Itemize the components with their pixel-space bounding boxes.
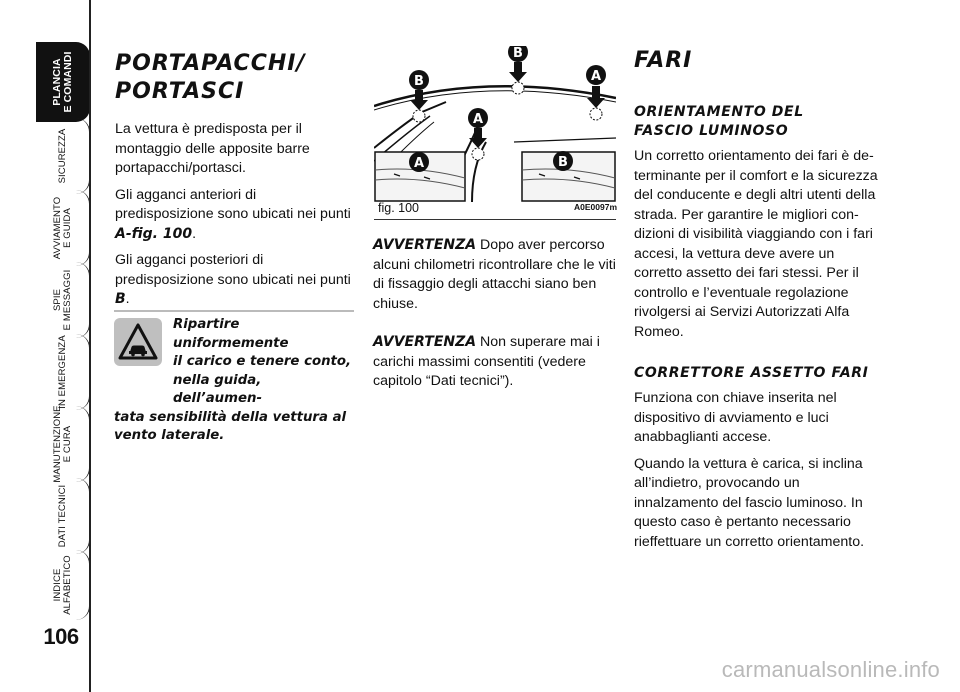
page-number: 106: [43, 624, 79, 649]
figure-label-b: B: [513, 46, 523, 61]
figure-label-b: B: [414, 74, 424, 89]
subsection-title: ORIENTAMENTO DEL FASCIO LUMINOSO: [634, 104, 804, 139]
chapter-tab-plancia[interactable]: [36, 42, 90, 122]
figure-label-a: A: [472, 112, 484, 127]
figure-underline: [374, 219, 616, 220]
chapter-tab-spie[interactable]: [36, 262, 90, 338]
paragraph: Funziona con chiave inserita nel dispositivo di avviamento e luci anabbaglianti accese.: [634, 390, 837, 445]
chapter-tab-label: DATI TECNICI: [56, 484, 68, 548]
page-spine-line: [89, 0, 91, 692]
paragraph: Gli agganci anteriori di predisposizione sono ubicati nei punti A-fig. 100.: [115, 186, 351, 242]
paragraph: Un corretto orientamento dei fari è determinante per il comfort e la sicurezza del conducente e degli altri utenti della strada. Per garantire le migliori condizioni di visibilità viaggiando con i fari accesi, la vettura deve avere un corretto assetto dei fari stessi. Per il controllo e l’eventuale regolazione rivolgersi ai Servizi Autorizzati Alfa Romeo.: [634, 148, 878, 340]
warnings-section: [373, 236, 618, 392]
warning-paragraph: AVVERTENZA Dopo aver percorso alcuni chilometri ricontrollare che le viti di fissaggio degli attacchi siano ben chiuse.: [373, 237, 616, 312]
chapter-tab-emergenza[interactable]: [36, 334, 90, 410]
figure-inset-label-a: A: [413, 156, 425, 171]
watermark: carmanualsonline.info: [721, 657, 940, 682]
paragraph: La vettura è predisposta per il montaggio delle apposite barre portapacchi/portasci.: [115, 121, 310, 176]
warning-paragraph: AVVERTENZA Non superare mai i carichi massimi consentiti (vedere capitolo “Dati tecnici”).: [373, 334, 600, 389]
chapter-tab-label: IN EMERGENZA: [56, 335, 68, 409]
chapter-tab-indice[interactable]: [36, 550, 90, 620]
chapter-tab-label: SPIE E MESSAGGI: [51, 269, 73, 331]
chapter-tab-label: MANUTENZIONE E CURA: [51, 405, 73, 483]
chapter-tab-manutenzione[interactable]: [36, 406, 90, 482]
chapter-tab-label: AVVIAMENTO E GUIDA: [51, 196, 73, 260]
chapter-tab-label: PLANCIA E COMANDI: [51, 51, 74, 113]
chapter-tab-sicurezza[interactable]: [36, 118, 90, 194]
subsection-title: CORRETTORE ASSETTO FARI: [634, 365, 869, 381]
paragraph: Gli agganci posteriori di predisposizione sono ubicati nei punti B.: [115, 252, 351, 307]
chapter-tab-label: INDICE ALFABETICO: [51, 555, 73, 615]
warning-divider: [114, 310, 354, 312]
warning-note: Ripartire uniformemente il carico e tenere conto, nella guida, dell’aumen- tata sensibilità della vettura al vento laterale.: [114, 317, 352, 443]
chapter-tab-label: SICUREZZA: [56, 128, 68, 184]
chapter-sidebar: [0, 0, 92, 692]
figure-code: A0E0097m: [574, 202, 618, 212]
figure-caption: fig. 100: [378, 201, 420, 215]
roof-rack-section: [115, 50, 353, 310]
paragraph: Quando la vettura è carica, si inclina all’indietro, provocando un innalzamento del fascio luminoso. In questo caso è pertanto necessario rieffettuare un corretto orientamento.: [634, 455, 865, 550]
chapter-tab-dati-tecnici[interactable]: [36, 478, 90, 554]
section-title: FARI: [634, 48, 693, 73]
headlights-section: [634, 47, 879, 552]
figure-inset-label-b: B: [558, 155, 568, 170]
section-title: PORTAPACCHI/ PORTASCI: [115, 51, 306, 104]
chapter-tab-avviamento[interactable]: [36, 190, 90, 266]
roof-rack-attachment-figure: [374, 46, 616, 202]
figure-label-a: A: [590, 69, 602, 84]
